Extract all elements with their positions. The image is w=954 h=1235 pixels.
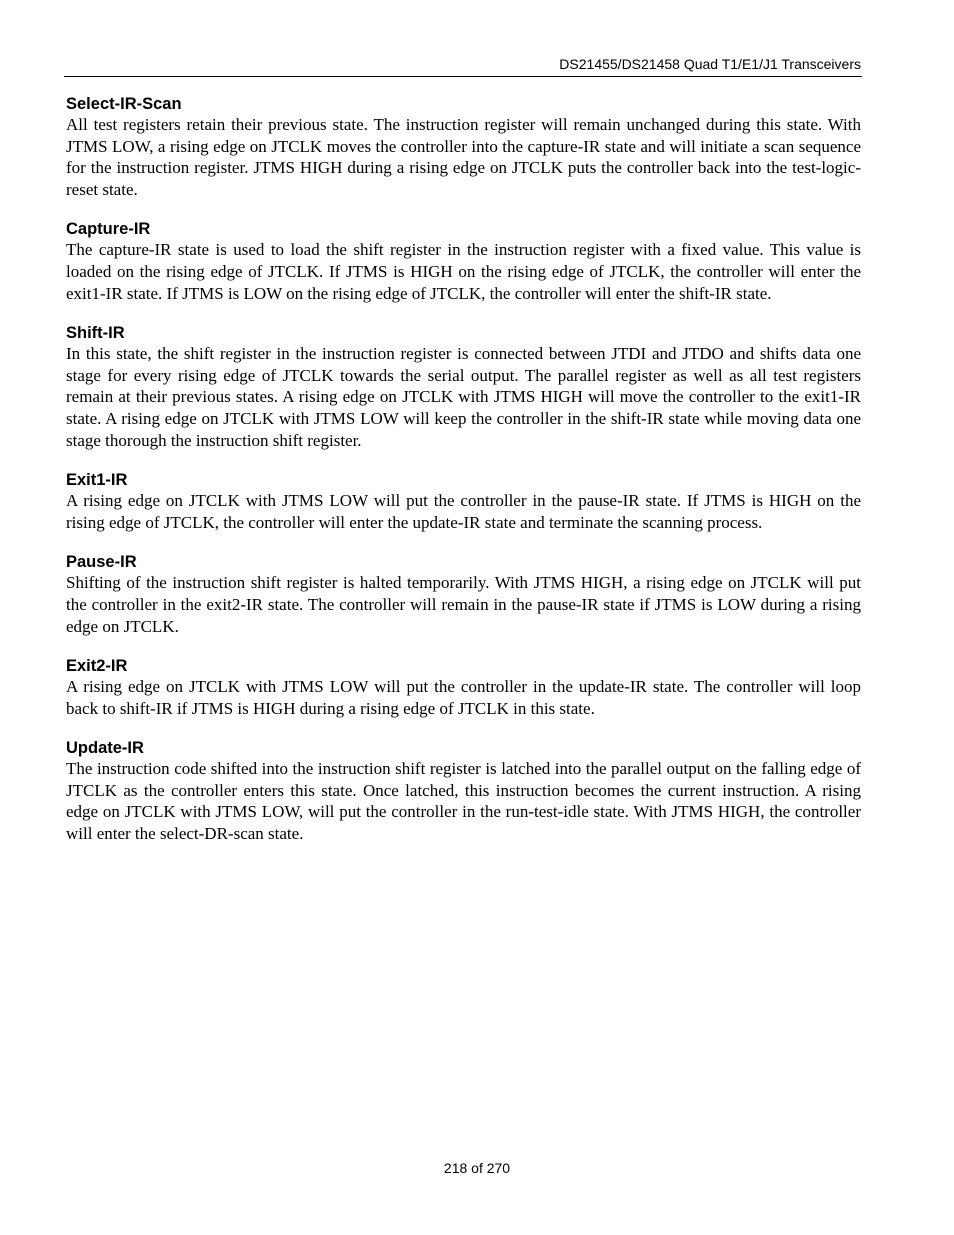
section-paragraph: A rising edge on JTCLK with JTMS LOW will put the controller in the update-IR state. The controller will loop back to shift-IR if JTMS is HIGH during a rising edge of JTCLK in this state. (66, 677, 861, 718)
section-shift-ir (66, 323, 861, 451)
page-number: 218 of 270 (443, 1160, 511, 1176)
header-rule (64, 76, 862, 77)
section-heading: Capture-IR (66, 220, 151, 239)
document-body (66, 94, 861, 864)
section-paragraph: Shifting of the instruction shift register is halted temporarily. With JTMS HIGH, a rising edge on JTCLK will put the controller in the exit2-IR state. The controller will remain in the pause-IR state if JTMS is LOW during a rising edge on JTCLK. (66, 573, 861, 636)
section-heading: Update-IR (66, 739, 144, 758)
section-heading: Pause-IR (66, 553, 137, 572)
section-select-ir-scan (66, 94, 861, 200)
section-capture-ir (66, 219, 861, 304)
section-exit1-ir (66, 470, 861, 533)
section-paragraph: The capture-IR state is used to load the shift register in the instruction register with a fixed value. This value is loaded on the rising edge of JTCLK. If JTMS is HIGH on the rising edge of JTCLK, the controller will enter the exit1-IR state. If JTMS is LOW on the rising edge of JTCLK, the controller will enter the shift-IR state. (66, 240, 861, 303)
section-exit2-ir (66, 656, 861, 719)
section-pause-ir (66, 552, 861, 637)
section-heading: Exit2-IR (66, 657, 128, 676)
section-paragraph: All test registers retain their previous state. The instruction register will remain unchanged during this state. With JTMS LOW, a rising edge on JTCLK moves the controller into the capture-IR state and will initiate a scan sequence for the instruction register. JTMS HIGH during a rising edge on JTCLK puts the controller back into the test-logic-reset state. (66, 115, 861, 199)
section-update-ir (66, 738, 861, 844)
section-heading: Shift-IR (66, 324, 125, 343)
running-header: DS21455/DS21458 Quad T1/E1/J1 Transceivers (559, 56, 861, 72)
section-paragraph: A rising edge on JTCLK with JTMS LOW will put the controller in the pause-IR state. If JTMS is HIGH on the rising edge of JTCLK, the controller will enter the update-IR state and terminate the scanning process. (66, 491, 861, 532)
section-heading: Exit1-IR (66, 471, 128, 490)
section-heading: Select-IR-Scan (66, 95, 182, 113)
section-paragraph: The instruction code shifted into the instruction shift register is latched into the parallel output on the falling edge of JTCLK as the controller enters this state. Once latched, this instruction becomes the current instruction. A rising edge on JTCLK with JTMS LOW, will put the controller in the run-test-idle state. With JTMS HIGH, the controller will enter the select-DR-scan state. (66, 759, 861, 844)
section-paragraph: In this state, the shift register in the instruction register is connected between JTDI and JTDO and shifts data one stage for every rising edge of JTCLK towards the serial output. The parallel register as well as all test registers remain at their previous states. A rising edge on JTCLK with JTMS HIGH will move the controller to the exit1-IR state. A rising edge on JTCLK with JTMS LOW will keep the controller in the shift-IR state while moving data one stage thorough the instruction shift register. (66, 344, 861, 450)
